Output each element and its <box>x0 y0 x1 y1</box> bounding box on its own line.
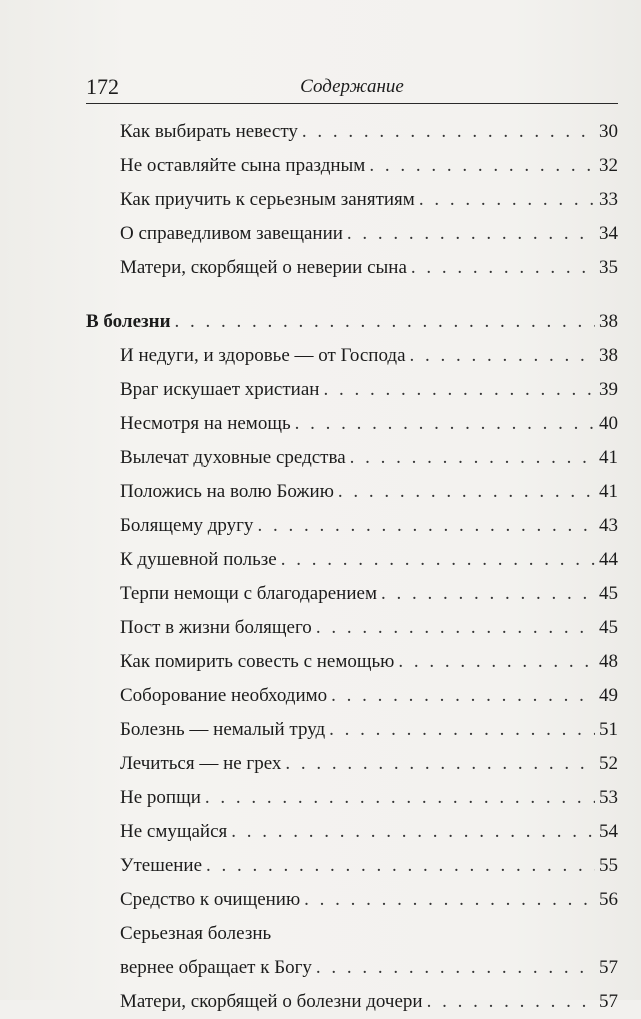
toc-entry-page: 33 <box>599 189 618 210</box>
toc-entry-title: Лечиться — не грех <box>120 753 282 774</box>
table-of-contents <box>86 115 618 1019</box>
toc-entry-page: 48 <box>599 651 618 672</box>
leader-dots <box>381 577 595 611</box>
toc-entry-page: 43 <box>599 515 618 536</box>
toc-entry <box>86 577 618 611</box>
leader-dots <box>205 781 595 815</box>
toc-entry-title: Болящему другу <box>120 515 254 536</box>
toc-entry-page: 53 <box>599 787 618 808</box>
toc-entry-title: Несмотря на немощь <box>120 413 291 434</box>
toc-entry <box>86 251 618 285</box>
toc-entry-title: Пост в жизни болящего <box>120 617 312 638</box>
leader-dots <box>329 713 595 747</box>
toc-entry-title: Как приучить к серьезным занятиям <box>120 189 415 210</box>
toc-entry-title: Не оставляйте сына праздным <box>120 155 366 176</box>
toc-entry-page: 30 <box>599 121 618 142</box>
toc-entry <box>86 509 618 543</box>
page-number: 172 <box>86 74 119 99</box>
toc-entry-title: Враг искушает христиан <box>120 379 320 400</box>
toc-entry-title: О справедливом завещании <box>120 223 343 244</box>
toc-entry-page: 41 <box>599 447 618 468</box>
leader-dots <box>281 543 595 577</box>
leader-dots <box>410 339 595 373</box>
toc-entry <box>86 543 618 577</box>
leader-dots <box>427 985 595 1019</box>
leader-dots <box>175 305 595 339</box>
toc-entry <box>86 115 618 149</box>
toc-entry-page: 35 <box>599 257 618 278</box>
toc-entry-page: 32 <box>599 155 618 176</box>
toc-entry <box>86 951 618 985</box>
toc-entry-page: 45 <box>599 617 618 638</box>
toc-entry <box>86 183 618 217</box>
toc-entry <box>86 407 618 441</box>
leader-dots <box>285 747 595 781</box>
toc-section-title: В болезни <box>86 311 171 332</box>
leader-dots <box>369 149 595 183</box>
toc-entry <box>86 475 618 509</box>
toc-entry-page: 49 <box>599 685 618 706</box>
toc-entry-title: Не смущайся <box>120 821 228 842</box>
toc-entry <box>86 149 618 183</box>
toc-entry-page: 52 <box>599 753 618 774</box>
leader-dots <box>316 611 595 645</box>
toc-entry-title: Матери, скорбящей о неверии сына <box>120 257 407 278</box>
toc-section-heading <box>86 305 618 339</box>
toc-entry-page: 44 <box>599 549 618 570</box>
leader-dots <box>302 115 595 149</box>
toc-entry-title: Болезнь — немалый труд <box>120 719 326 740</box>
toc-entry-page: 57 <box>599 957 618 978</box>
toc-entry-title: Положись на волю Божию <box>120 481 334 502</box>
toc-entry-title: Соборование необходимо <box>120 685 328 706</box>
toc-entry-page: 34 <box>599 223 618 244</box>
toc-entry-page: 56 <box>599 889 618 910</box>
toc-entry <box>86 747 618 781</box>
toc-entry <box>86 713 618 747</box>
toc-entry <box>86 373 618 407</box>
toc-entry-title: И недуги, и здоровье — от Господа <box>120 345 406 366</box>
toc-entry-page: 57 <box>599 991 618 1012</box>
toc-entry-page: 55 <box>599 855 618 876</box>
section-spacer <box>86 285 618 305</box>
toc-entry-title: Серьезная болезнь <box>120 923 272 944</box>
toc-entry-page: 39 <box>599 379 618 400</box>
leader-dots <box>295 407 595 441</box>
leader-dots <box>316 951 595 985</box>
leader-dots <box>257 509 595 543</box>
toc-entry-page: 45 <box>599 583 618 604</box>
toc-entry <box>86 917 618 951</box>
toc-entry-title: К душевной пользе <box>120 549 277 570</box>
toc-entry <box>86 217 618 251</box>
leader-dots <box>206 849 595 883</box>
leader-dots <box>304 883 595 917</box>
running-title: Содержание <box>300 76 404 97</box>
toc-entry <box>86 339 618 373</box>
toc-entry <box>86 645 618 679</box>
leader-dots <box>411 251 595 285</box>
toc-entry <box>86 781 618 815</box>
leader-dots <box>398 645 595 679</box>
toc-entry-title: Утешение <box>120 855 203 876</box>
header-rule <box>86 103 618 104</box>
toc-section-page: 38 <box>599 311 618 332</box>
leader-dots <box>331 679 595 713</box>
toc-entry <box>86 441 618 475</box>
toc-entry <box>86 611 618 645</box>
toc-entry-title: Как помирить совесть с немощью <box>120 651 395 672</box>
toc-entry <box>86 883 618 917</box>
toc-entry-page: 40 <box>599 413 618 434</box>
toc-entry <box>86 679 618 713</box>
toc-entry <box>86 849 618 883</box>
leader-dots <box>419 183 595 217</box>
leader-dots <box>347 217 595 251</box>
leader-dots <box>338 475 595 509</box>
toc-entry-title: Средство к очищению <box>120 889 301 910</box>
leader-dots <box>350 441 595 475</box>
toc-entry-page: 41 <box>599 481 618 502</box>
page-header <box>86 72 618 104</box>
toc-entry-title: вернее обращает к Богу <box>120 957 312 978</box>
toc-entry-title: Терпи немощи с благодарением <box>120 583 377 604</box>
toc-entry <box>86 985 618 1019</box>
leader-dots <box>323 373 595 407</box>
toc-entry <box>86 815 618 849</box>
toc-entry-title: Вылечат духовные средства <box>120 447 346 468</box>
toc-entry-page: 51 <box>599 719 618 740</box>
toc-entry-title: Матери, скорбящей о болезни дочери <box>120 991 423 1012</box>
toc-entry-title: Как выбирать невесту <box>120 121 298 142</box>
leader-dots <box>231 815 595 849</box>
toc-entry-page: 54 <box>599 821 618 842</box>
toc-entry-page: 38 <box>599 345 618 366</box>
toc-entry-title: Не ропщи <box>120 787 201 808</box>
